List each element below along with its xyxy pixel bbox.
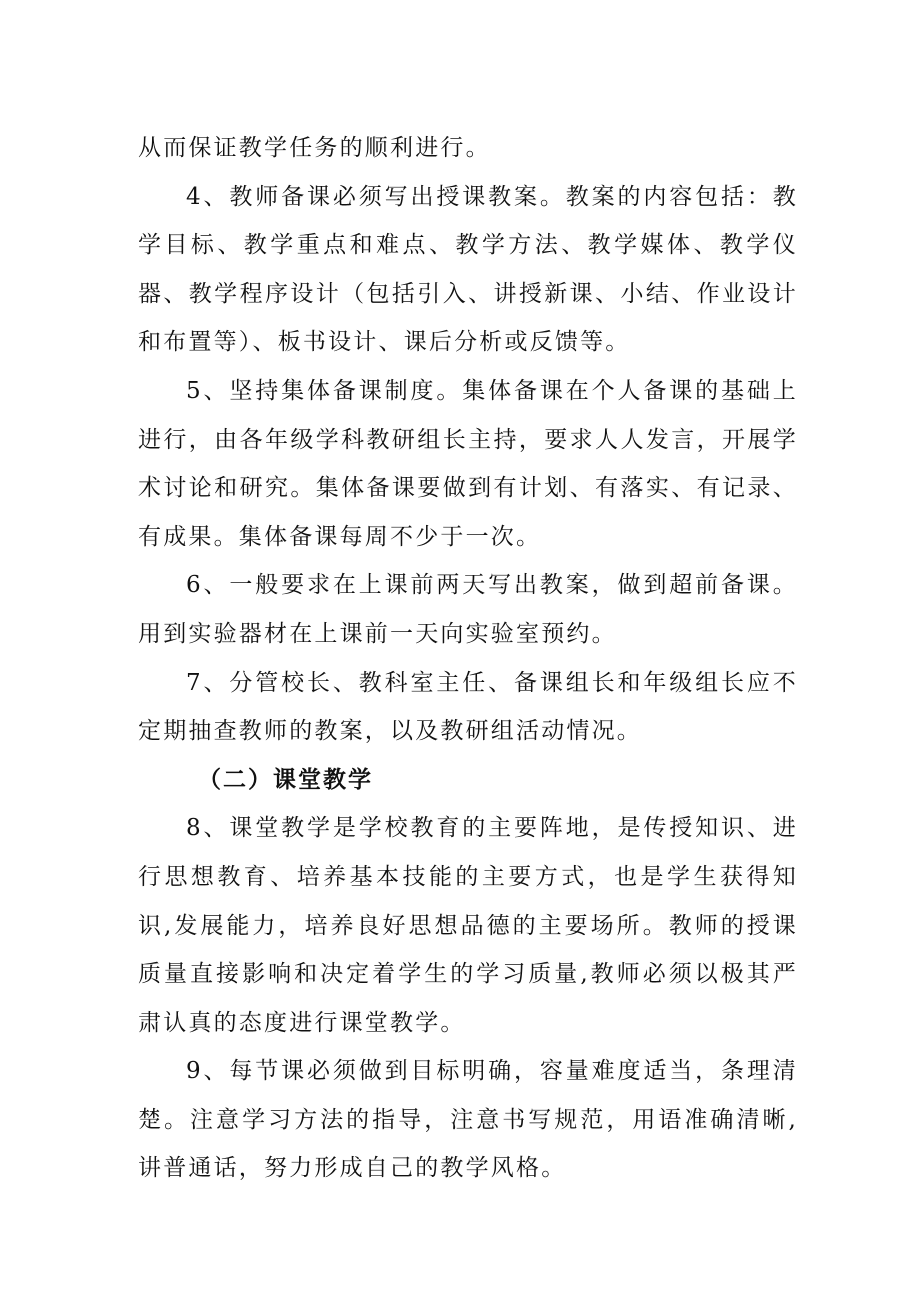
paragraph-item-5: 5、坚持集体备课制度。集体备课在个人备课的基础上进行，由各年级学科教研组长主持，要求人人发言，开展学术讨论和研究。集体备课要做到有计划、有落实、有记录、有成果。集体备课每周不少于一次。 bbox=[138, 377, 798, 550]
paragraph-item-4: 4、教师备课必须写出授课教案。教案的内容包括：教学目标、教学重点和难点、教学方法、教学媒体、教学仪器、教学程序设计（包括引入、讲授新课、小结、作业设计和布置等）、板书设计、课后分析或反馈等。 bbox=[138, 183, 798, 356]
paragraph-item-9: 9、每节课必须做到目标明确，容量难度适当，条理清楚。注意学习方法的指导，注意书写规范，用语准确清晰,讲普通话，努力形成自己的教学风格。 bbox=[138, 1058, 798, 1182]
paragraph-item-6: 6、一般要求在上课前两天写出教案，做到超前备课。用到实验器材在上课前一天向实验室预约。 bbox=[138, 572, 798, 647]
paragraph-item-8: 8、课堂教学是学校教育的主要阵地，是传授知识、进行思想教育、培养基本技能的主要方式，也是学生获得知识,发展能力，培养良好思想品德的主要场所。教师的授课质量直接影响和决定着学生的学习质量,教师必须以极其严肃认真的态度进行课堂教学。 bbox=[138, 815, 798, 1036]
document-page bbox=[138, 124, 798, 1193]
section-heading: （二）课堂教学 bbox=[198, 765, 373, 793]
paragraph-continuation: 从而保证教学任务的顺利进行。 bbox=[138, 135, 491, 161]
paragraph-item-7: 7、分管校长、教科室主任、备课组长和年级组长应不定期抽查教师的教案，以及教研组活动情况。 bbox=[138, 669, 798, 745]
